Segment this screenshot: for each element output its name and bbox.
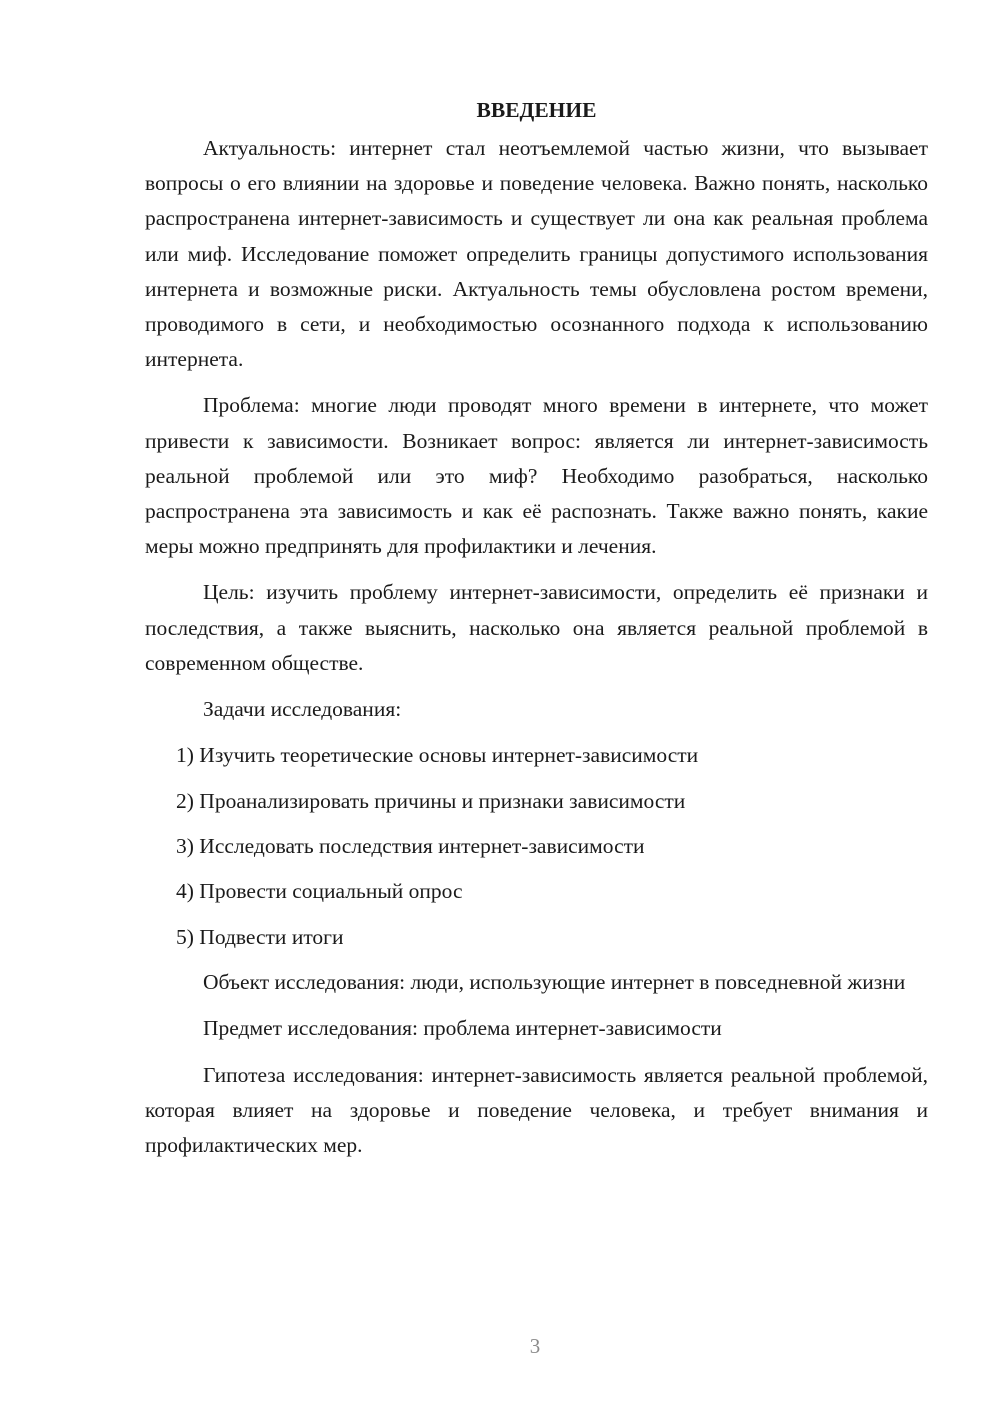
list-item-number: 4) <box>176 879 200 904</box>
section-heading: ВВЕДЕНИЕ <box>476 98 597 122</box>
page-number: 3 <box>529 1334 541 1358</box>
list-item-number: 1) <box>176 743 200 768</box>
paragraph-subject: Предмет исследования: проблема интернет-зависимости <box>203 1016 722 1041</box>
paragraph-relevance: Актуальность: интернет стал неотъемлемой частью жизни, что вызывает вопросы о его влиянии на здоровье и поведение человека. Важно понять, насколько распространена интернет-зависимость и существует ли она как реальная проблема или миф. Исследование поможет определить границы допустимого использования интернета и возможные риски. Актуальность темы обусловлена ростом времени, проводимого в сети, и необходимостью осознанного подхода к использованию интернета. <box>145 136 928 372</box>
list-item <box>145 874 928 909</box>
list-item-text: Проанализировать причины и признаки зависимости <box>199 788 686 813</box>
list-item-text: Подвести итоги <box>199 924 344 949</box>
list-item-text: Исследовать последствия интернет-зависимости <box>199 834 645 859</box>
paragraph-goal: Цель: изучить проблему интернет-зависимости, определить её признаки и последствия, а также выяснить, насколько она является реальной проблемой в современном обществе. <box>145 580 928 675</box>
paragraph-object: Объект исследования: люди, использующие интернет в повседневной жизни <box>203 970 906 995</box>
list-item <box>145 784 928 819</box>
list-item-text: Изучить теоретические основы интернет-зависимости <box>199 743 699 768</box>
list-item-number: 2) <box>176 788 200 813</box>
paragraph-hypothesis: Гипотеза исследования: интернет-зависимость является реальной проблемой, которая влияет на здоровье и поведение человека, и требует внимания и профилактических мер. <box>145 1062 928 1158</box>
list-item-number: 3) <box>176 834 200 859</box>
list-item <box>145 920 928 955</box>
page-content <box>145 93 928 1174</box>
list-item <box>145 738 928 773</box>
list-item <box>145 829 928 864</box>
list-item-number: 5) <box>176 924 200 949</box>
list-item-text: Провести социальный опрос <box>199 879 463 904</box>
tasks-heading: Задачи исследования: <box>203 697 402 722</box>
paragraph-problem: Проблема: многие люди проводят много времени в интернете, что может привести к зависимости. Возникает вопрос: является ли интернет-зависимость реальной проблемой или это миф? Необходимо разобраться, насколько распространена эта зависимость и как её распознать. Также важно понять, какие меры можно предпринять для профилактики и лечения. <box>145 393 928 559</box>
task-list <box>145 738 928 955</box>
